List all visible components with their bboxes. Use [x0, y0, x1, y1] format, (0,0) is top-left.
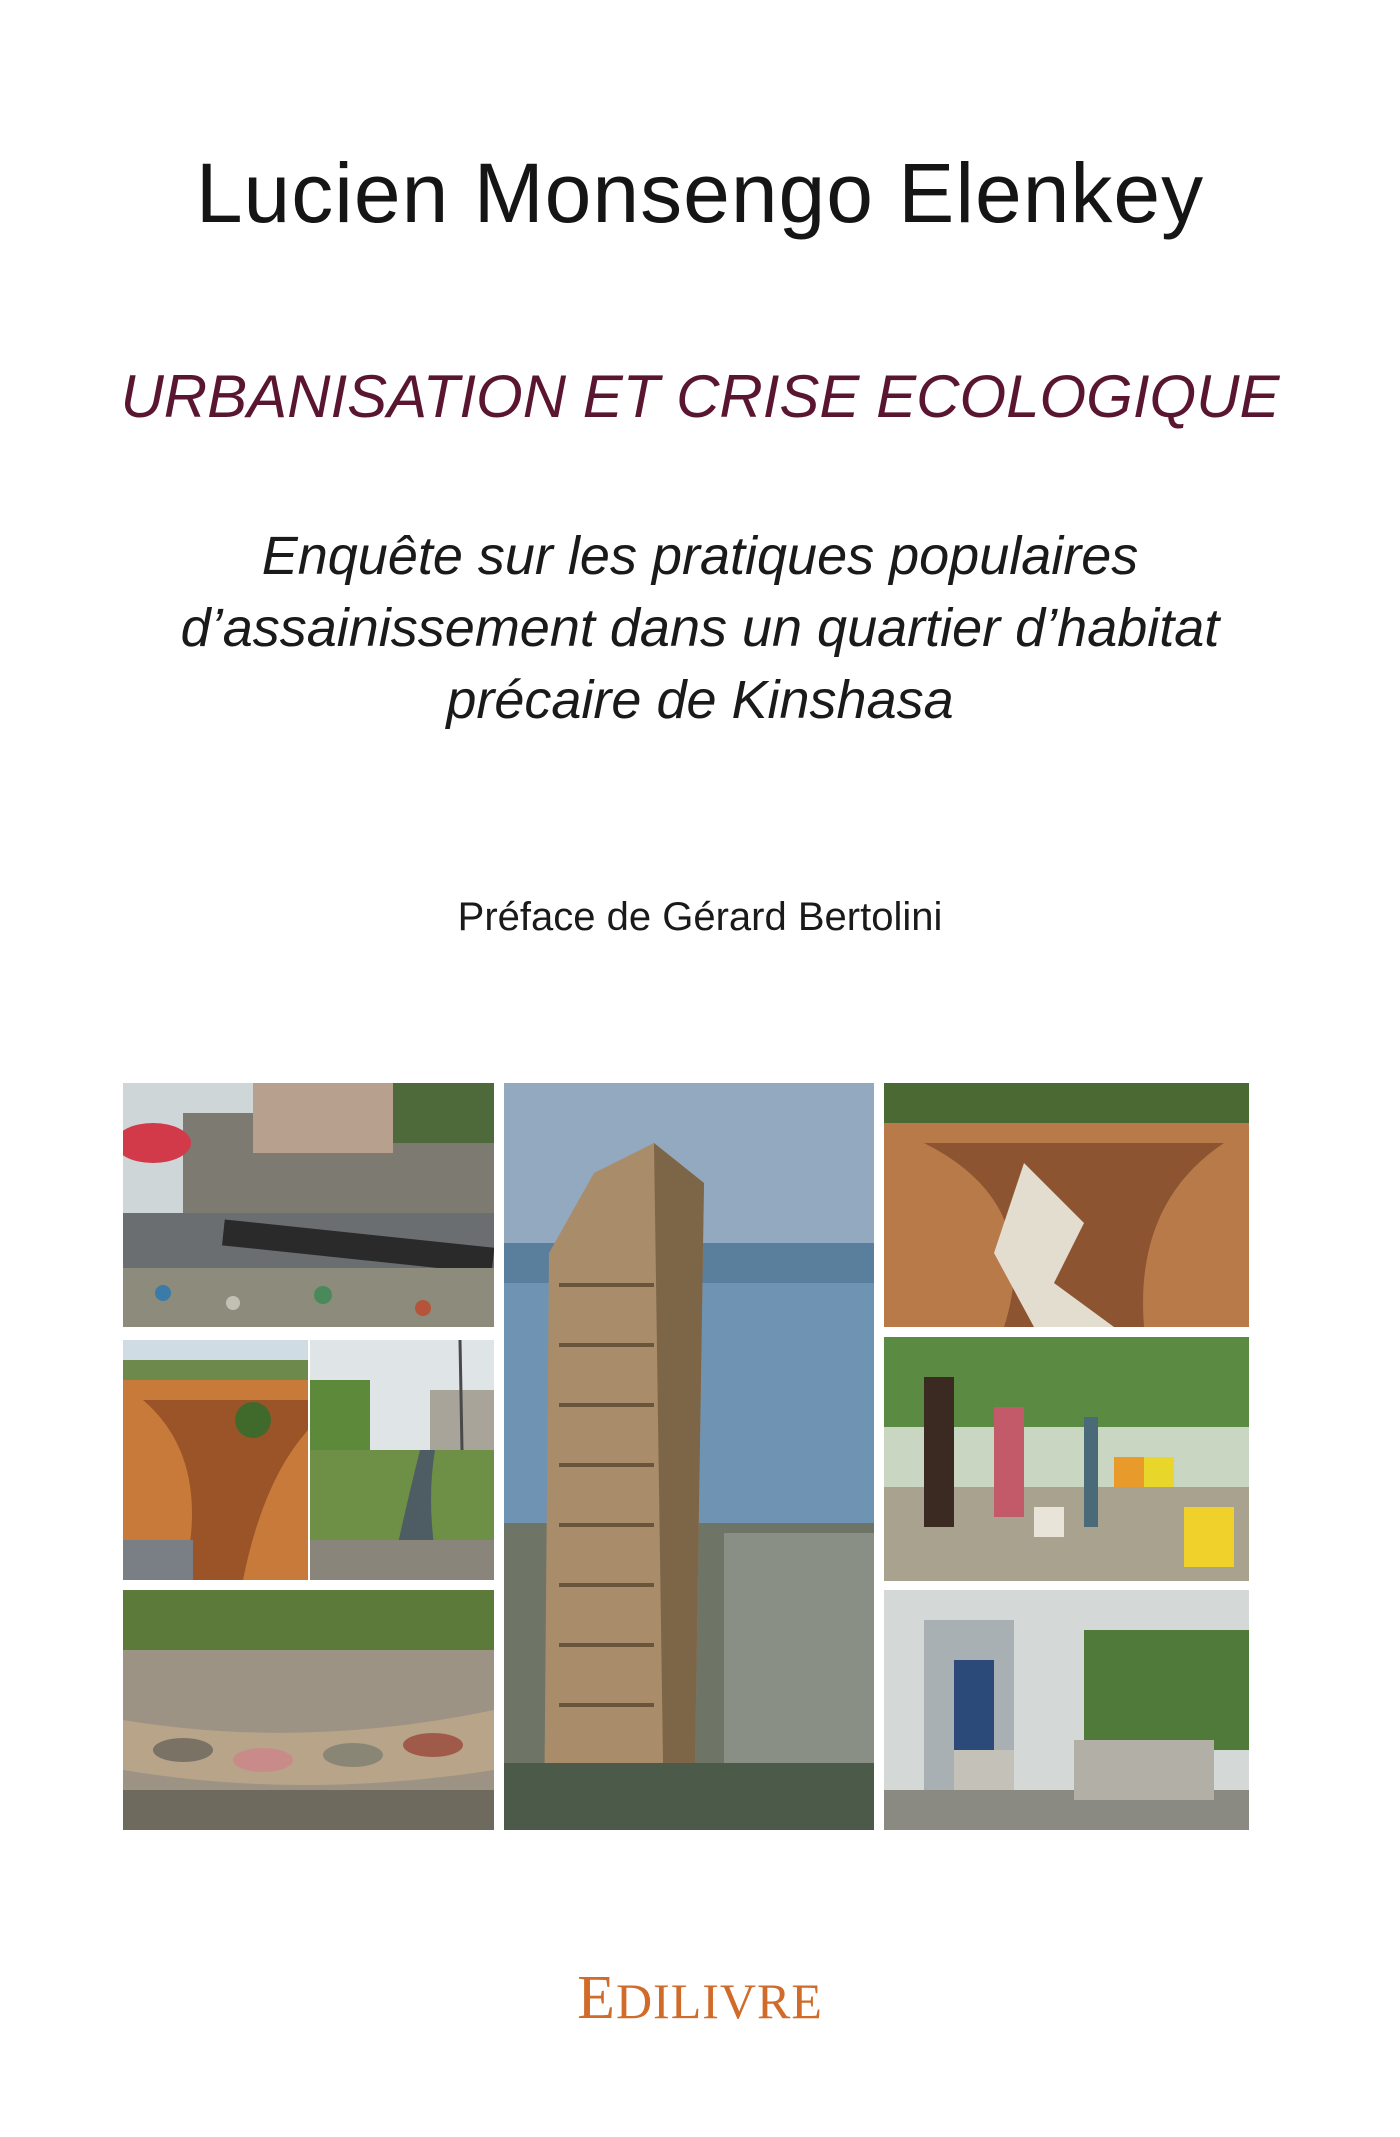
preface-credit: Préface de Gérard Bertolini: [457, 895, 943, 939]
publisher-logo-rest: DILIVRE: [615, 1973, 823, 2029]
sandbag-embankment-photo: [123, 1590, 494, 1830]
book-title: URBANISATION ET CRISE ECOLOGIQUE: [120, 363, 1280, 430]
polluted-canal-photo: [310, 1340, 494, 1580]
erosion-ravine-photo: [884, 1083, 1249, 1327]
publisher-logo-initial: E: [577, 1964, 616, 2032]
eroded-gully-photo: [123, 1340, 308, 1580]
publisher-logo: [0, 1963, 1400, 2034]
latrine-cabin-photo: [884, 1590, 1249, 1830]
flooded-street-with-waste-photo: [123, 1083, 494, 1327]
book-subtitle: [100, 520, 1300, 736]
subtitle-line: Enquête sur les pratiques populaires: [261, 526, 1139, 586]
high-rise-tower-photo: [504, 1083, 874, 1830]
subtitle-line: précaire de Kinshasa: [446, 670, 954, 730]
subtitle-line: d’assainissement dans un quartier d’habitat: [180, 598, 1220, 658]
water-pump-photo: [884, 1337, 1249, 1581]
author-name: Lucien Monsengo Elenkey: [195, 146, 1205, 240]
